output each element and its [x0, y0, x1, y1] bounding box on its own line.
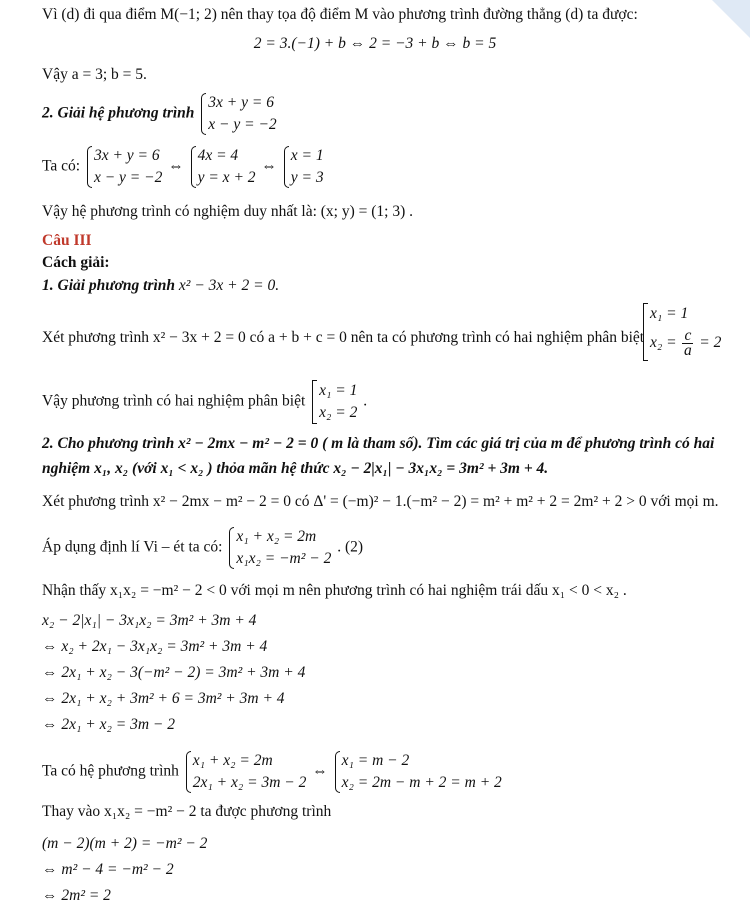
- equation-system: [283, 145, 324, 189]
- system-row: x₁x₂ = −m² − 2: [236, 550, 332, 567]
- equation: x² − 3x + 2 = 0.: [178, 277, 280, 294]
- equivalence-symbol: ⇔: [168, 157, 184, 175]
- corner-decoration: [712, 0, 750, 38]
- root-label: x₂ =: [650, 334, 677, 351]
- section-2-title: [42, 92, 279, 136]
- text-line: Xét phương trình x² − 3x + 2 = 0 có a + b + c = 0 nên ta có phương trình có hai nghiệm phân biệt: [42, 329, 645, 346]
- system-row: 3x + y = 6: [208, 94, 274, 111]
- period: .: [363, 392, 368, 410]
- derivation-line: ⇔ 2x₁ + x₂ − 3(−m² − 2) = 3m² + 3m + 4: [42, 664, 306, 681]
- solution-bracket: [311, 380, 357, 424]
- equation-system: [228, 526, 331, 570]
- system-row: x = 1: [290, 147, 324, 164]
- equation-system: [185, 750, 307, 794]
- roots-bracket: [640, 303, 723, 361]
- bracket-row: x₁ = 1: [319, 382, 358, 399]
- system-row: 3x + y = 6: [93, 147, 160, 164]
- derivation-line: (m − 2)(m + 2) = −m² − 2: [42, 835, 208, 852]
- system-row: x₁ = m − 2: [341, 752, 410, 769]
- system-row: x₁ + x₂ = 2m: [192, 752, 273, 769]
- bracket-row: x₂ = 2: [319, 404, 358, 421]
- text-line-with-bracket: [42, 380, 367, 424]
- text: Áp dụng định lí Vi – ét ta có:: [42, 538, 223, 556]
- equation-system: [334, 750, 502, 794]
- equation-system: [200, 92, 276, 136]
- equation-system: [190, 145, 256, 189]
- system-row: 2x₁ + x₂ = 3m − 2: [192, 774, 307, 791]
- section-heading: Câu III: [42, 232, 92, 249]
- text-line: Vậy a = 3; b = 5.: [42, 66, 147, 83]
- numerator: c: [684, 326, 692, 344]
- equation-line: 2 = 3.(−1) + b ⇔ 2 = −3 + b ⇔ b = 5: [253, 35, 497, 52]
- system-row: x₂ = 2m − m + 2 = m + 2: [341, 774, 502, 791]
- derivation-line: x₂ − 2|x₁| − 3x₁x₂ = 3m² + 3m + 4: [42, 612, 257, 629]
- system-row: x − y = −2: [208, 116, 277, 133]
- system-row: x₁ + x₂ = 2m: [236, 528, 317, 545]
- derivation-line: ⇔ 2x₁ + x₂ = 3m − 2: [42, 716, 175, 733]
- section-title-text: 2. Giải hệ phương trình: [42, 104, 195, 122]
- system-line: [42, 750, 504, 794]
- system-row: x − y = −2: [93, 169, 163, 186]
- part-2-title: 2. Cho phương trình x² − 2mx − m² − 2 = 0 ( m là tham số). Tìm các giá trị của m để phương trình có hai: [42, 435, 715, 452]
- system-row: y = x + 2: [197, 169, 256, 186]
- derivation-line: ⇔ m² − 4 = −m² − 2: [42, 861, 174, 878]
- text-line: Xét phương trình x² − 2mx − m² − 2 = 0 có Δ' = (−m)² − 1.(−m² − 2) = m² + m² + 2 = 2m² + 2 > 0 với mọi m.: [42, 493, 719, 510]
- bracket-row: [650, 325, 721, 361]
- part-2-title-cont: nghiệm x₁, x₂ (với x₁ < x₂ ) thỏa mãn hệ thức x₂ − 2|x₁| − 3x₁x₂ = 3m² + 3m + 4.: [42, 460, 549, 477]
- equation-tag: . (2): [337, 538, 364, 556]
- text-line: Vì (d) đi qua điểm M(−1; 2) nên thay tọa độ điểm M vào phương trình đường thẳng (d) ta được:: [42, 6, 638, 23]
- denominator: a: [684, 341, 692, 359]
- derivation-line: ⇔ x₂ + 2x₁ − 3x₁x₂ = 3m² + 3m + 4: [42, 638, 268, 655]
- bracket-row: x₁ = 1: [650, 305, 689, 322]
- solution-line: [42, 145, 326, 189]
- equation-system: [86, 145, 162, 189]
- fraction: [682, 326, 693, 359]
- equivalence-symbol: ⇔: [312, 762, 328, 780]
- label: Ta có:: [42, 157, 81, 175]
- system-row: y = 3: [290, 169, 324, 186]
- text: Ta có hệ phương trình: [42, 762, 179, 780]
- subheading: Cách giải:: [42, 254, 110, 271]
- solution-bracket: [642, 303, 721, 361]
- derivation-line: ⇔ 2m² = 2: [42, 887, 111, 904]
- text-line: Nhận thấy x₁x₂ = −m² − 2 < 0 với mọi m nên phương trình có hai nghiệm trái dấu x₁ < 0 < x₂ .: [42, 582, 627, 599]
- part-title-text: 1. Giải phương trình: [42, 277, 176, 294]
- text-line: Thay vào x₁x₂ = −m² − 2 ta được phương trình: [42, 803, 332, 820]
- equivalence-symbol: ⇔: [261, 157, 277, 175]
- part-1-title: [42, 276, 279, 296]
- system-row: 4x = 4: [197, 147, 239, 164]
- root-value: = 2: [699, 334, 722, 351]
- text: Vậy phương trình có hai nghiệm phân biệt: [42, 392, 306, 410]
- derivation-line: ⇔ 2x₁ + x₂ + 3m² + 6 = 3m² + 3m + 4: [42, 690, 285, 707]
- text-line: Vậy hệ phương trình có nghiệm duy nhất là: (x; y) = (1; 3) .: [42, 203, 414, 220]
- vieta-line: [42, 526, 363, 570]
